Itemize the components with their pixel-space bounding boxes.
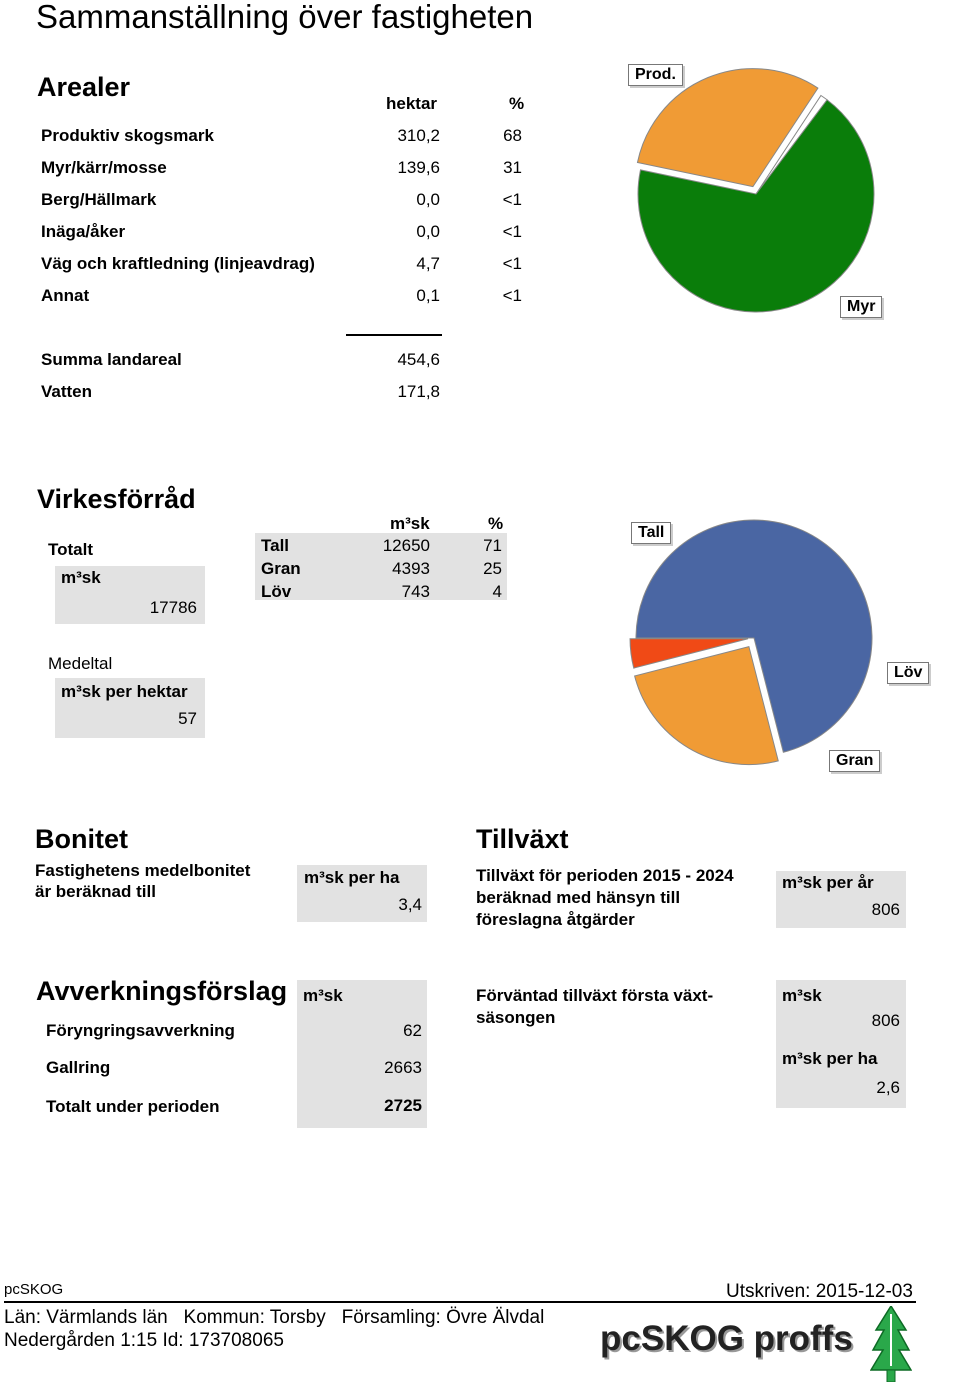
arealer-row-hektar: 310,2 bbox=[397, 126, 440, 145]
tillvaxt-text-3: föreslagna åtgärder bbox=[476, 910, 635, 929]
arealer-row-label: Berg/Hällmark bbox=[41, 190, 157, 209]
virke-row-label: Löv bbox=[261, 582, 292, 601]
virke-col-pct: % bbox=[488, 514, 504, 533]
arealer-col-pct: % bbox=[509, 94, 525, 113]
footer-printed: Utskriven: 2015-12-03 bbox=[726, 1281, 913, 1302]
arealer-row-hektar: 4,7 bbox=[416, 254, 440, 273]
pie2-label-lov: Löv bbox=[887, 662, 929, 684]
arealer-row-hektar: 0,0 bbox=[416, 222, 440, 241]
bonitet-unit: m³sk per ha bbox=[304, 868, 400, 887]
totalt-value: 17786 bbox=[149, 598, 197, 617]
arealer-row-hektar: 139,6 bbox=[397, 158, 440, 177]
virke-row-value: 12650 bbox=[382, 536, 430, 555]
arealer-row-label: Annat bbox=[41, 286, 90, 305]
arealer-row-label: Inäga/åker bbox=[41, 222, 126, 241]
bonitet-value: 3,4 bbox=[398, 895, 422, 914]
bonitet-text-2: är beräknad till bbox=[35, 882, 156, 901]
forvantad-value-1: 806 bbox=[871, 1011, 900, 1030]
arealer-row-pct: <1 bbox=[502, 254, 522, 273]
pie-slice bbox=[635, 647, 779, 765]
footer-property: Nedergården 1:15 Id: 173708065 bbox=[4, 1330, 284, 1351]
virke-row-value: 743 bbox=[401, 582, 430, 601]
arealer-pie-chart bbox=[630, 60, 890, 330]
page-title: Sammanställning över fastigheten bbox=[36, 0, 534, 35]
avverkning-row-label: Gallring bbox=[46, 1058, 111, 1077]
virke-row-label: Gran bbox=[261, 559, 301, 578]
medeltal-value: 57 bbox=[178, 709, 197, 728]
virkesforrad-heading: Virkesförråd bbox=[37, 484, 196, 514]
summa-value: 454,6 bbox=[397, 350, 440, 369]
virke-row-pct: 25 bbox=[483, 559, 502, 578]
footer-location: Län: Värmlands län Kommun: Torsby Församling: Övre Älvdal bbox=[4, 1307, 545, 1328]
tillvaxt-text-1: Tillväxt för perioden 2015 - 2024 bbox=[476, 866, 734, 885]
forvantad-value-2: 2,6 bbox=[876, 1078, 900, 1097]
virke-row-pct: 71 bbox=[483, 536, 502, 555]
pie1-label-myr: Myr bbox=[840, 296, 882, 318]
medeltal-unit: m³sk per hektar bbox=[61, 682, 188, 701]
virke-row-pct: 4 bbox=[492, 582, 502, 601]
tillvaxt-value: 806 bbox=[871, 900, 900, 919]
forvantad-unit-2: m³sk per ha bbox=[782, 1049, 878, 1068]
totalt-unit: m³sk bbox=[61, 568, 101, 587]
avverkning-row-label: Föryngringsavverkning bbox=[46, 1021, 235, 1040]
forvantad-text-1: Förväntad tillväxt första växt- bbox=[476, 986, 714, 1005]
medeltal-label: Medeltal bbox=[48, 654, 113, 673]
arealer-row-label: Väg och kraftledning (linjeavdrag) bbox=[41, 254, 315, 273]
arealer-row-hektar: 0,0 bbox=[416, 190, 440, 209]
footer-app: pcSKOG bbox=[4, 1281, 64, 1298]
tillvaxt-unit: m³sk per år bbox=[782, 873, 874, 892]
arealer-heading: Arealer bbox=[37, 72, 131, 102]
pie2-label-gran: Gran bbox=[829, 750, 880, 772]
avverkning-row-label: Totalt under perioden bbox=[46, 1097, 220, 1116]
arealer-row-hektar: 0,1 bbox=[416, 286, 440, 305]
arealer-row-pct: <1 bbox=[502, 286, 522, 305]
sum-divider bbox=[346, 334, 442, 336]
forvantad-unit-1: m³sk bbox=[782, 986, 822, 1005]
footer-logo-text: pcSKOG proffs bbox=[600, 1319, 853, 1358]
virke-row-value: 4393 bbox=[392, 559, 430, 578]
virke-pie-chart bbox=[624, 510, 894, 770]
avverkning-row-value: 2725 bbox=[384, 1096, 422, 1115]
bonitet-text-1: Fastighetens medelbonitet bbox=[35, 861, 251, 880]
pie1-label-prod: Prod. bbox=[628, 64, 683, 86]
avverkning-heading: Avverkningsförslag bbox=[36, 976, 288, 1006]
virke-col-unit: m³sk bbox=[390, 514, 430, 533]
forvantad-text-2: säsongen bbox=[476, 1008, 556, 1027]
avverkning-unit: m³sk bbox=[303, 986, 343, 1005]
arealer-col-hektar: hektar bbox=[386, 94, 438, 113]
vatten-label: Vatten bbox=[41, 382, 93, 401]
arealer-row-pct: <1 bbox=[502, 190, 522, 209]
avverkning-row-value: 62 bbox=[403, 1021, 422, 1040]
arealer-row-label: Myr/kärr/mosse bbox=[41, 158, 167, 177]
footer-divider bbox=[4, 1301, 916, 1303]
avverkning-row-value: 2663 bbox=[384, 1058, 422, 1077]
tillvaxt-heading: Tillväxt bbox=[476, 824, 569, 854]
summa-label: Summa landareal bbox=[41, 350, 182, 369]
totalt-label: Totalt bbox=[48, 540, 94, 559]
arealer-row-pct: <1 bbox=[502, 222, 522, 241]
vatten-value: 171,8 bbox=[397, 382, 440, 401]
tree-logo-icon bbox=[870, 1306, 912, 1382]
arealer-row-label: Produktiv skogsmark bbox=[41, 126, 214, 145]
bonitet-heading: Bonitet bbox=[35, 824, 128, 854]
virke-row-label: Tall bbox=[261, 536, 290, 555]
pie2-label-tall: Tall bbox=[631, 522, 671, 544]
arealer-row-pct: 68 bbox=[503, 126, 522, 145]
tillvaxt-text-2: beräknad med hänsyn till bbox=[476, 888, 681, 907]
arealer-row-pct: 31 bbox=[503, 158, 522, 177]
